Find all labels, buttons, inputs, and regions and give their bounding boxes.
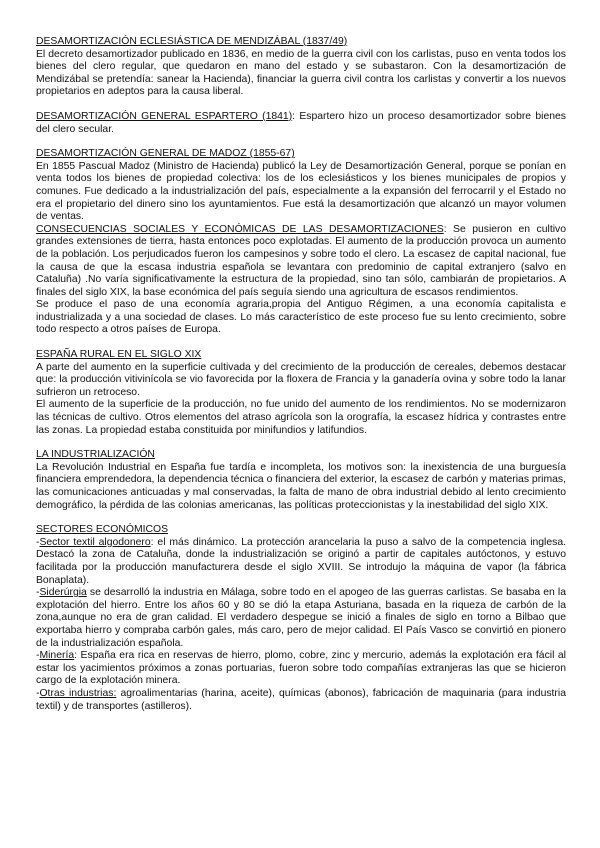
- section-industrializacion: [36, 449, 566, 512]
- paragraph-espartero: [36, 111, 566, 136]
- section-mendizabal: [36, 36, 566, 99]
- section-madoz: [36, 148, 566, 224]
- paragraph-textil: -Sector textil algodonero: el más dinámico. La protección arancelaria la puso a salvo de la competencia inglesa. Destacó la zona de Cataluña, donde la industrialización se originó a partir de capitales autóctonos, y estuvo facilitada por la producción manufacturera desde el siglo XVIII. Se introdujo la máquina de vapor (la fábrica Bonaplata).: [36, 536, 567, 586]
- paragraph-siderurgia: -Siderúrgia se desarrolló la industria en Málaga, sobre todo en el apogeo de las guerras carlistas. Se basaba en la explotación del hierro. Entre los años 60 y 80 se dió la etapa Asturiana, basada en la riqueza de carbón de la zona,aunque no era de gran calidad. El verdadero despegue se inició a finales de siglo en torno a Bilbao que exportaba hierro y compraba carbón gales, más caro, pero de mejor calidad. El País Vasco se convirtió en pionero de la industrialización española.: [36, 587, 566, 649]
- paragraph-madoz: En 1855 Pascual Madoz (Ministro de Hacienda) publicó la Ley de Desamortización General, porque se ponían en venta todos los bienes de propiedad colectiva: los de los eclesiásticos y los bienes municipales de propios y comunes. Fue dedicado a la industrialización del país, especialmente a la expansión del ferrocarril y el Estado no era el propietario del dinero sino los ayuntamientos. Fue está la desamortización que alcanzó un mayor volumen de ventas.: [36, 160, 566, 223]
- paragraph-consecuencias-2: Se produce el paso de una economía agraria,propia del Antiguo Régimen, a una economía capitalista e industrializada y a una sociedad de clases. Lo más característico de este proceso fue su lento crecimiento, sobre todo respecto a otros países de Europa.: [36, 299, 566, 336]
- paragraph-rural: A parte del aumento en la superficie cultivada y del crecimiento de la producción de cereales, debemos destacar que: la producción vitivinícola se vio favorecida por la floxera de Francia y la ganadería ovina y sobre todo la lanar sufrieron un retroceso.: [36, 361, 566, 398]
- text-otras: agroalimentarias (harina, aceite), químicas (abonos), fabricación de maquinaria (para industria textil) y de transportes (astilleros).: [36, 687, 566, 712]
- heading-industrializacion: LA INDUSTRIALIZACIÓN: [36, 449, 155, 461]
- text-textil: : el más dinámico. La protección arancelaria la puso a salvo de la competencia inglesa. Destacó la zona de Cataluña, donde la industrialización se originó a partir de capitales autóctonos, y estuvo facilitada por la producción manufacturera desde el siglo XVIII. Se introdujo la máquina de vapor (la fábrica Bonaplata).: [36, 536, 567, 586]
- heading-rural: ESPAÑA RURAL EN EL SIGLO XIX: [36, 349, 202, 361]
- paragraph-mendizabal: El decreto desamortizador publicado en 1836, en medio de la guerra civil con los carlistas, puso en venta todos los bienes del clero regular, que quedaron en mano del estado y se subastaron. Con la desamortización de Mendizábal se pretendía: sanear la Hacienda), financiar la guerra civil contra los carlistas y convertir a los nuevos propietarios en adeptos para la causa liberal.: [36, 48, 566, 98]
- paragraph-otras: -Otras industrias: agroalimentarias (harina, aceite), químicas (abonos), fabricación de maquinaria (para industria textil) y de transportes (astilleros).: [36, 687, 566, 712]
- paragraph-rural-2: El aumento de la superficie de la producción, no fue unido del aumento de los rendimientos. No se modernizaron las técnicas de cultivo. Otros elementos del atraso agrícola son la orografía, la escasez hídrica y contrastes entre las zonas. La propiedad estaba constituida por minifundios y latifundios.: [36, 399, 566, 436]
- label-mineria: Minería: [39, 650, 75, 662]
- label-siderurgia: Siderúrgia: [39, 587, 87, 599]
- heading-mendizabal: DESAMORTIZACIÓN ECLESIÁSTICA DE MENDIZÁBAL (1837/49): [36, 36, 348, 47]
- paragraph-industrializacion: La Revolución Industrial en España fue tardía e incompleta, los motivos son: la inexistencia de una burguesía financiera emprendedora, la dependencia técnica o financiera del exterior, la escasez de carbón y materias primas, las comunicaciones anticuadas y mal conservadas, la falta de mano de obra industrial debido al lento crecimiento demográfico, la pérdida de las colonias americanas, las políticas proteccionistas y la inestabilidad del siglo XIX.: [36, 461, 566, 511]
- document-page: [36, 36, 566, 713]
- heading-madoz: DESAMORTIZACIÓN GENERAL DE MADOZ (1855-67): [36, 148, 295, 160]
- paragraph-mineria: -Minería: España era rica en reservas de hierro, plomo, cobre, zinc y mercurio, además la explotación era fácil al estar los yacimientos próximos a zonas portuarias, fueron sobre todo compañías extranjeras las que se hicieron cargo de la explotación minera.: [36, 650, 566, 687]
- section-consecuencias: [36, 224, 566, 337]
- heading-espartero: DESAMORTIZACIÓN GENERAL ESPARTERO (1841): [36, 110, 293, 122]
- label-textil: Sector textil algodonero: [39, 536, 151, 548]
- heading-consecuencias: CONSECUENCIAS SOCIALES Y ECONÓMICAS DE LAS DESAMORTIZACIONES: [36, 223, 444, 235]
- label-otras: Otras industrias:: [39, 687, 117, 699]
- text-mineria: : España era rica en reservas de hierro, plomo, cobre, zinc y mercurio, además la explotación era fácil al estar los yacimientos próximos a zonas portuarias, fueron sobre todo compañías extranjeras las que se hicieron cargo de la explotación minera.: [36, 650, 566, 687]
- text-espartero: : Espartero hizo un proceso desamortizador sobre bienes del clero secular.: [36, 110, 567, 135]
- paragraph-consecuencias: [36, 224, 566, 300]
- section-rural: [36, 349, 566, 437]
- text-consecuencias: : Se pusieron en cultivo grandes extensiones de tierra, hasta entonces poco explotadas. El aumento de la producción provoca un aumento de la población. Los perjudicados fueron los campesinos y sobre todo el clero. La escasez de capital nacional, fue la causa de que la escasa industria española se levantara con predominio de capital extranjero (salvo en Cataluña) .No varía significativamente la estructura de la propiedad, sino tan sólo, cambiarán de propietarios. A finales del siglo XIX, la base económica del país seguía siendo una agricultura de escasos rendimientos.: [36, 223, 566, 298]
- text-siderurgia: se desarrolló la industria en Málaga, sobre todo en el apogeo de las guerras carlistas. Se basaba en la explotación del hierro. Entre los años 60 y 80 se dió la etapa Asturiana, basada en la riqueza de carbón de la zona,aunque no era de gran calidad. El verdadero despegue se inició a finales de siglo en torno a Bilbao que exportaba hierro y compraba carbón gales, más caro, pero de mejor calidad. El País Vasco se convirtió en pionero de la industrialización española.: [36, 587, 566, 649]
- section-espartero: [36, 111, 566, 136]
- heading-sectores: SECTORES ECONÓMICOS: [36, 524, 169, 536]
- section-sectores: [36, 524, 566, 713]
